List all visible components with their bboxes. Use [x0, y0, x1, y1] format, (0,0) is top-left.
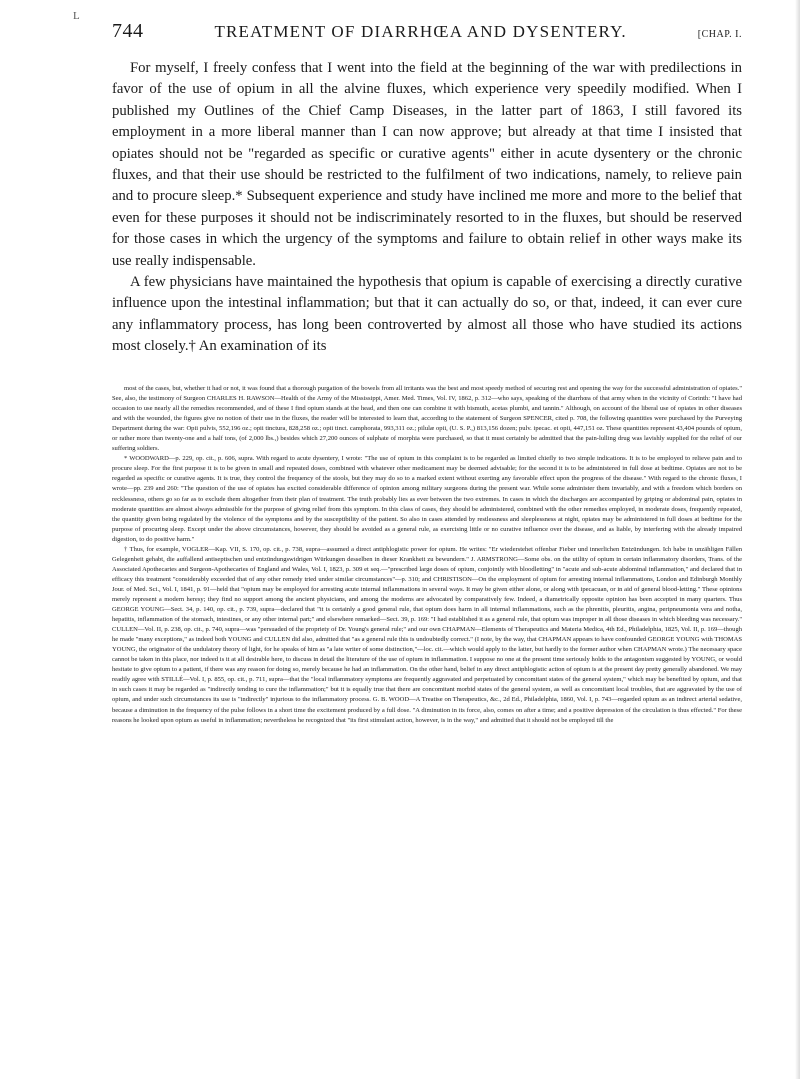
- main-text: [112, 58, 742, 358]
- footnote-dagger: † Thus, for example, VOGLER—Kap. VII, S. 170, op. cit., p. 738, supra—assumed a direct antiphlogistic power for opium. He writes: "Er wiederstehet offenbar Fieber und innerlichen Entzündungen. Ich habe in unzähligen Fällen Gelegenheit gehabt, die auffallend antiseptischen und entzündungswidrigen Würkungen desselben in dieser Krankheit zu bewundern." J. ARMSTRONG—Some obs. on the utility of opium in certain inflammatory disorders, Trans. of the Associated Apothecaries and Surgeon-Apothecaries of England and Wales, Vol. I, 1823, p. 309 et seq.—"prescribed large doses of opium, conjointly with bloodletting" in "acute and sub-acute abdominal inflammation," and declared that in efficacy this treatment "considerably exceeded that of any other remedy tried under similar circumstances"—p. 310; and CHRISTISON—On the employment of opium for arresting internal inflammations, London and Edinburgh Monthly Jour. of Med. Sci., Vol. I, 1841, p. 91—held that "opium may be employed for arresting acute internal inflammations in several ways. It may be given either alone, or along with ipecacuan, or in aid of general blood-letting." These opinions merely represent a modern heresy; they find no support among the ancient physicians, and among the moderns are advocated by comparatively few. Indeed, a diametrically opposite opinion has been accepted in many quarters. Thus GEORGE YOUNG—Sect. 34, p. 140, op. cit., p. 739, supra—declared that "it is certainly a good general rule, that opium does harm in all internal inflammations, such as the phrenitis, pleuritis, angina, peripneumonia vera and notha, hepatitis, inflammation of the stomach, intestines, or any other internal part;" and elsewhere remarked—Sect. 39, p. 169: "I had established it as a general rule, that opium was improper in all those diseases in which bleeding was necessary." CULLEN—Vol. II, p. 238, op. cit., p. 740, supra—was "persuaded of the propriety of Dr. Young's general rule;" and our own CHAPMAN—Elements of Therapeutics and Materia Medica, 4th Ed., Philadelphia, 1825, Vol. II, p. 169—though he made "many exceptions," as indeed both YOUNG and CULLEN did also, admitted that "as a general rule this is undoubtedly correct." (I note, by the way, that CHAPMAN appears to have confounded GEORGE YOUNG with THOMAS YOUNG, the originator of the undulatory theory of light, for he speaks of him as "a late writer of some distinction,"—loc. cit.—which would apply to the latter, but hardly to the former author when CHAPMAN wrote.) The necessary space cannot be taken in this place, nor indeed is it at all desirable here, to discuss in detail the literature of the use of opium in inflammation. I suppose no one at the present time seriously holds to the antagonism suggested by YOUNG, or would hesitate to give opium to a patient, if there was any reason for doing so, merely because he had an inflammation. On the other hand, belief in any direct antiphlogistic action of opium is at the present day pretty generally abandoned. We may readily agree with STILLÉ—Vol. I, p. 855, op. cit., p. 711, supra—that the "local inflammatory symptoms are frequently aggravated and perpetuated by concomitant states of the general system," which may be benefited by opium, and that in such cases it may be regarded as "indirectly tending to cure the inflammation;" but it is equally true that there are concomitant morbid states of the general system, as well as concomitant local troubles, that are aggravated by the use of opium, and under such circumstances its use is "indirectly" injurious to the inflammatory process. G. B. WOOD—A Treatise on Therapeutics, &c., 2d Ed., Philadelphia, 1860, Vol. I, p. 743—regarded opium as an indirect arterial sedative, because a diminution in the frequency of the pulse follows in a short time the excitement produced by a full dose. "A diminution in its force, also, comes on after a time; and a positive depression of the circulation is thus effected." For these reasons he looked upon opium as useful in inflammation; nevertheless he recognized that "its first stimulant action, however, is in the way," and admitted that it should not be employed till the: [112, 545, 742, 724]
- footnote-continuation: most of the cases, but, whether it had or not, it was found that a thorough purgation of the bowels from all irritants was the best and most speedy method of securing rest and opening the way for the successful administration of opiates." See, also, the testimony of Surgeon CHARLES H. RAWSON—Health of the Army of the Mississippi, Amer. Med. Times, Vol. IV, 1862, p. 312—who says, speaking of the diarrhœa of that army when in the vicinity of Corinth: "I have had occasion to use nearly all the remedies recommended, and of these I find opium stands at the head, and then one can combine it with bismuth, acetas plumbi, and tannin." Although, on account of the liberal use of opiates in other diseases and with the wounded, the figures give no notion of their use in the fluxes, the reader will be interested to learn that, according to the statement of Surgeon SPENCER, cited p. 708, the following quantities were purchased by the Purveying Department during the war: Opii pulvis, 552,196 oz.; opii tinctura, 828,258 oz.; opii tinct. camphorata, 993,311 oz.; pilulæ opii, (U. S. P.,) 813,156 dozen; pulv. ipecac. et opii, 447,151 oz. These quantities represent 43,404 pounds of opium, or rather more than twenty-one and a half tons, (of 2,000 lbs.,) besides which 27,200 ounces of sulphate of morphia were purchased, so that it must certainly be admitted that the pain-lulling drug was lavishly supplied for the relief of our suffering soldiers.: [112, 385, 742, 453]
- scan-edge-shadow: [795, 0, 800, 1079]
- body-paragraph: A few physicians have maintained the hypothesis that opium is capable of exercising a directly curative influence upon the intestinal inflammation; but that it can actually do so, or that, indeed, it can ever cure any inflammatory process, has long been controverted by almost all those who have studied its actions most closely.† An examination of its: [112, 274, 742, 355]
- chapter-reference: [CHAP. I.: [697, 29, 742, 40]
- footnotes: [112, 384, 742, 726]
- running-header: [112, 20, 742, 43]
- running-title: TREATMENT OF DIARRHŒA AND DYSENTERY.: [214, 22, 627, 41]
- footnote-asterisk: * WOODWARD—p. 229, op. cit., p. 606, supra. With regard to acute dysentery, I wrote: "The use of opium in this complaint is to be regarded as limited chiefly to two simple indications. It is to be employed to relieve pain and to procure sleep. For the first purpose it is to be given in small and repeated doses, combined with whatever other medicament may be deemed advisable; for the second it is to be administered in full dose at bedtime. Opiates are not to be regarded as specific or curative agents. It is true, they control the frequency of the stools, but they may do so to a marked extent without exerting any favorable effect upon the progress of the disease." With regard to the chronic fluxes, I wrote—pp. 239 and 260: "The question of the use of opiates has excited considerable difference of opinion among military surgeons during the present war. While some administer them invariably, and with a freedom which borders on recklessness, others go so far as to exclude them altogether from their plan of treatment. The truth probably lies as ever between the two extremes. In cases in which the discharges are accompanied by griping or abdominal pain, opiates in moderate quantities are almost always admissible for the purpose of giving relief from this symptom. In this class of cases, they should be administered, combined with the other remedies employed, in moderate doses, frequently repeated, the quantity given being regulated by the violence of the symptoms and by the susceptibility of the patient. So also in cases attended by restlessness and sleeplessness at night, opiates may be administered in full doses at bedtime for the purpose of procuring sleep. Except under the above circumstances, however, they should be avoided as a general rule, as exercising little or no curative influence over the disease, and as liable, by interfering with the already impaired digestion, to do positive harm.": [112, 455, 742, 543]
- body-paragraph: For myself, I freely confess that I went into the field at the beginning of the war with predilections in favor of the use of opium in all the alvine fluxes, which experience very speedily modified. When I published my Outlines of the Chief Camp Diseases, in the latter part of 1863, I still favored its employment in a more liberal manner than I can now approve; but already at that time I insisted that opiates should not be "regarded as specific or curative agents" either in acute dysentery or the chronic fluxes, and that their use should be restricted to the fulfilment of two indications, namely, to relieve pain and to procure sleep.* Subsequent experience and study have inclined me more and more to the belief that even for these purposes it should not be indiscriminately resorted to in the fluxes, but should be reserved for those cases in which the urgency of the symptoms and failure to obtain relief in other ways make its use really indispensable.: [112, 60, 742, 269]
- corner-mark: L: [73, 10, 80, 22]
- page-number: 744: [112, 20, 144, 42]
